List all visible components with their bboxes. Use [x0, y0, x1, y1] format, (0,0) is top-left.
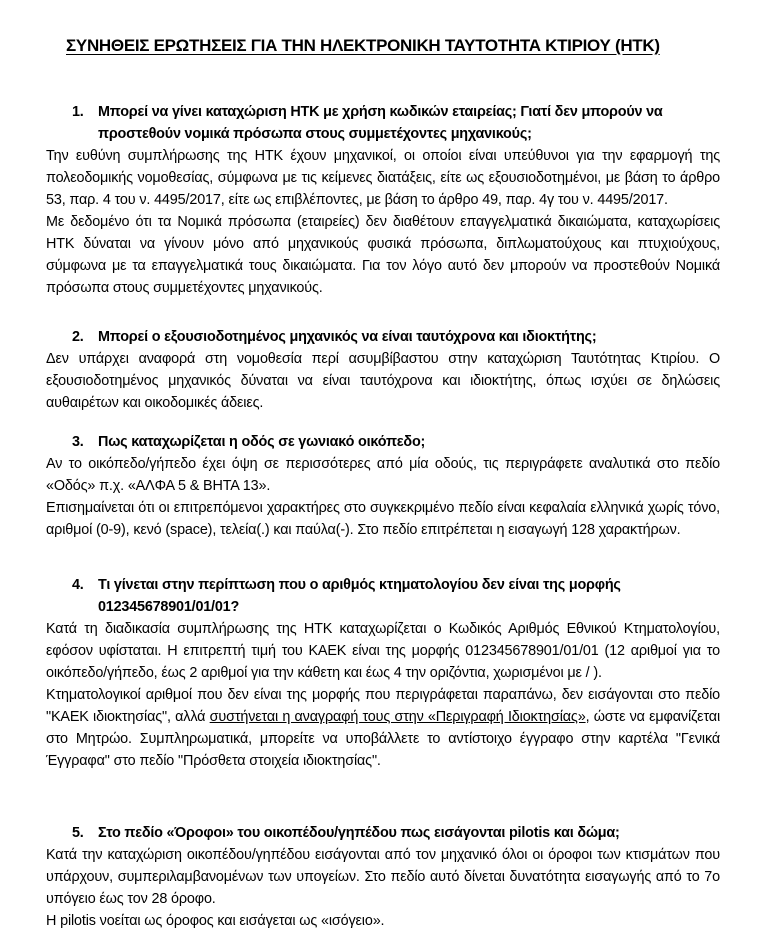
document-title: ΣΥΝΗΘΕΙΣ ΕΡΩΤΗΣΕΙΣ ΓΙΑ ΤΗΝ ΗΛΕΚΤΡΟΝΙΚΗ ΤΑΥΤΟΤΗΤΑ ΚΤΙΡΙΟΥ (ΗΤΚ)	[66, 36, 660, 55]
faq-question	[46, 822, 720, 844]
underlined-text-segment: συστήνεται η αναγραφή τους στην «Περιγραφή Ιδιοκτησίας»	[209, 709, 586, 725]
answer-paragraph: Αν το οικόπεδο/γήπεδο έχει όψη σε περισσότερες από μία οδούς, τις περιγράφετε αναλυτικά στο πεδίο «Οδός» π.χ. «ΑΛΦΑ 5 & ΒΗΤΑ 13».	[46, 456, 720, 494]
text-segment: , ώστε να εμφανίζεται στο Μητρώο. Συμπληρωματικά, μπορείτε να υποβάλλετε το αντίστοιχο έγγραφο στην καρτέλα "Γενικά Έγγραφα" στο πεδίο "Πρόσθετα στοιχεία ιδιοκτησίας".	[46, 709, 720, 769]
question-number: 3.	[72, 434, 84, 450]
question-text: Στο πεδίο «Όροφοι» του οικοπέδου/γηπέδου πως εισάγονται pilotis και δώμα;	[98, 825, 620, 841]
question-text: Μπορεί να γίνει καταχώριση ΗΤΚ με χρήση κωδικών εταιρείας; Γιατί δεν μπορούν να προστεθούν νομικά πρόσωπα στους συμμετέχοντες μηχανικούς;	[98, 104, 663, 142]
faq-section-5	[46, 822, 720, 932]
faq-section-2	[46, 326, 720, 414]
answer-paragraph: Με δεδομένο ότι τα Νομικά πρόσωπα (εταιρείες) δεν διαθέτουν επαγγελματικά δικαιώματα, καταχωρίσεις ΗΤΚ δύναται να γίνουν μόνο από μηχανικούς φυσικά πρόσωπα, διπλωματούχους και πτυχιούχους, σύμφωνα με τα επαγγελματικά τους δικαιώματα. Για τον λόγο αυτό δεν μπορούν να προστεθούν Νομικά πρόσωπα στους συμμετέχοντες μηχανικούς.	[46, 214, 720, 296]
question-number: 4.	[72, 577, 84, 593]
faq-question	[46, 326, 720, 348]
faq-question	[46, 101, 720, 145]
question-text: Τι γίνεται στην περίπτωση που ο αριθμός κτηματολογίου δεν είναι της μορφής 012345678901/01/01?	[98, 577, 621, 615]
question-number: 2.	[72, 329, 84, 345]
faq-question	[46, 574, 720, 618]
answer-paragraph: Επισημαίνεται ότι οι επιτρεπόμενοι χαρακτήρες στο συγκεκριμένο πεδίο είναι κεφαλαία ελληνικά χωρίς τόνο, αριθμοί (0-9), κενό (space), τελεία(.) και παύλα(-). Στο πεδίο επιτρέπεται η εισαγωγή 128 χαρακτήρων.	[46, 500, 720, 538]
answer-paragraph: Η pilotis νοείται ως όροφος και εισάγεται ως «ισόγειο».	[46, 913, 385, 929]
answer-paragraph: Την ευθύνη συμπλήρωσης της ΗΤΚ έχουν μηχανικοί, οι οποίοι είναι υπεύθυνοι για την εφαρμογή της πολεοδομικής νομοθεσίας, σύμφωνα με τις κείμενες διατάξεις, είτε ως εξουσιοδοτημένοι, με βάση το άρθρο 53, παρ. 4 του ν. 4495/2017, είτε ως επιβλέποντες, με βάση το άρθρο 49, παρ. 4γ του ν. 4495/2017.	[46, 148, 720, 208]
faq-question	[46, 431, 720, 453]
faq-section-1	[46, 101, 720, 299]
text-segment: Κτηματολογικοί αριθμοί που δεν είναι της μορφής που περιγράφεται παραπάνω, δεν εισάγονται στο πεδίο "ΚΑΕΚ ιδιοκτησίας", αλλά	[46, 687, 720, 725]
question-number: 1.	[72, 104, 84, 120]
question-text: Μπορεί ο εξουσιοδοτημένος μηχανικός να είναι ταυτόχρονα και ιδιοκτήτης;	[98, 329, 597, 345]
question-number: 5.	[72, 825, 84, 841]
answer-paragraph: Κατά την καταχώριση οικοπέδου/γηπέδου εισάγονται από τον μηχανικό όλοι οι όροφοι των κτισμάτων που υπάρχουν, συμπεριλαμβανομένων των υπογείων. Στο πεδίο αυτό δίνεται δυνατότητα εισαγωγής από το 7ο υπόγειο έως τον 28 όροφο.	[46, 847, 720, 907]
question-text: Πως καταχωρίζεται η οδός σε γωνιακό οικόπεδο;	[98, 434, 426, 450]
faq-section-4	[46, 574, 720, 772]
answer-paragraph-mixed	[46, 684, 720, 772]
answer-paragraph: Δεν υπάρχει αναφορά στη νομοθεσία περί ασυμβίβαστου στην καταχώριση Ταυτότητας Κτιρίου. Ο εξουσιοδοτημένος μηχανικός δύναται να είναι ταυτόχρονα και ιδιοκτήτης, όπως ισχύει σε δηλώσεις αυθαιρέτων και οικοδομικές άδειες.	[46, 351, 720, 411]
answer-paragraph: Κατά τη διαδικασία συμπλήρωσης της ΗΤΚ καταχωρίζεται ο Κωδικός Αριθμός Εθνικού Κτηματολογίου, εφόσον υφίσταται. Η επιτρεπτή τιμή του ΚΑΕΚ είναι της μορφής 012345678901/01/01 (12 αριθμοί για το οικόπεδο/γήπεδο, έως 2 αριθμοί για την κάθετη και έως 4 την οριζόντια, χωρισμένοι με / ).	[46, 621, 720, 681]
faq-section-3	[46, 431, 720, 541]
